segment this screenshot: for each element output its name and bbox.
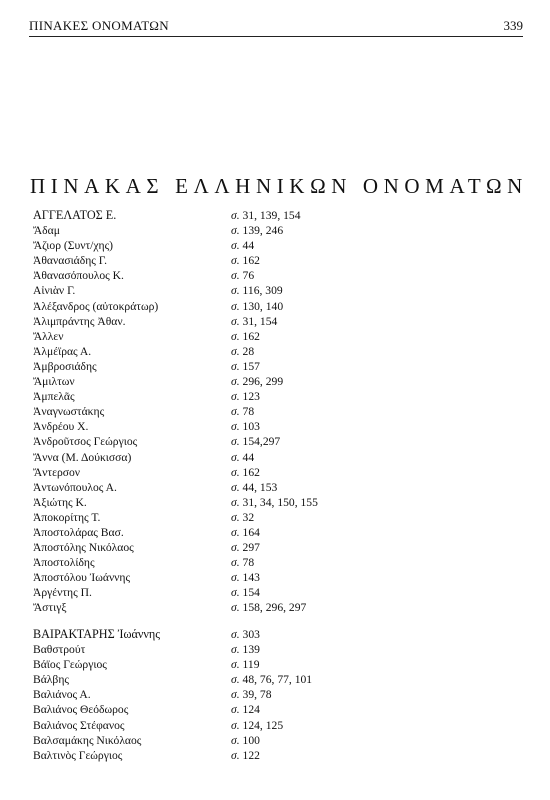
entry-pages [231, 733, 260, 748]
index-entry [0, 555, 550, 570]
entry-pages [231, 419, 260, 434]
entry-name: Βαλτινὸς Γεώργιος [33, 748, 123, 762]
page-numbers: 143 [242, 571, 260, 585]
page-numbers: 158, 296, 297 [242, 601, 307, 615]
index-entry [0, 299, 550, 314]
index-entry [0, 314, 550, 329]
entry-name: Βαλιάνος Θεόδωρος [33, 703, 129, 717]
page-abbreviation: σ. [231, 435, 240, 449]
page-numbers: 162 [242, 254, 260, 268]
index-entry [0, 525, 550, 540]
index-entry [0, 540, 550, 555]
entry-pages [231, 389, 260, 404]
entry-name: Βαλιάνος Στέφανος [33, 718, 125, 732]
entry-name: Ἀμπελᾶς [33, 390, 75, 404]
page-abbreviation: σ. [231, 703, 240, 717]
entry-pages [231, 672, 312, 687]
entry-name: Ἀποστολάρας Βασ. [33, 525, 124, 539]
page-abbreviation: σ. [231, 718, 240, 732]
entry-name: Βάϊος Γεώργιος [33, 658, 107, 672]
page-abbreviation: σ. [231, 314, 240, 328]
page-abbreviation: σ. [231, 733, 240, 747]
entry-name: Ἀντωνόπουλος Α. [33, 480, 117, 494]
page-abbreviation: σ. [231, 254, 240, 268]
page-abbreviation: σ. [231, 541, 240, 555]
page-numbers: 31, 34, 150, 155 [242, 495, 318, 509]
index-entry [0, 434, 550, 449]
entry-name: Ἀνδροῦτσος Γεώργιος [33, 435, 138, 449]
page-numbers: 154,297 [242, 435, 281, 449]
entry-name: Ἄμιλτων [33, 375, 75, 389]
entry-pages [231, 657, 260, 672]
page-abbreviation: σ. [231, 329, 240, 343]
index-section-b [0, 627, 550, 763]
page-abbreviation: σ. [231, 344, 240, 358]
page-numbers: 303 [242, 628, 260, 641]
entry-pages [231, 434, 280, 449]
page-abbreviation: σ. [231, 299, 240, 313]
entry-name: Ἀθανασόπουλος Κ. [33, 269, 124, 283]
entry-name: Ἀξιώτης Κ. [33, 495, 87, 509]
page-abbreviation: σ. [231, 586, 240, 600]
page-numbers: 139, 246 [242, 224, 284, 238]
entry-pages [231, 525, 260, 540]
entry-name: Ἄλλεν [33, 329, 64, 343]
index-entry [0, 344, 550, 359]
page-abbreviation: σ. [231, 673, 240, 687]
index-title: ΠΙΝΑΚΑΣ ΕΛΛΗΝΙΚΩΝ ΟΝΟΜΑΤΩΝ [30, 174, 528, 198]
page-numbers: 78 [242, 405, 255, 419]
page-numbers: 119 [242, 658, 260, 672]
entry-name: Ἀλμέϊρας Α. [33, 344, 92, 358]
page-numbers: 78 [242, 556, 255, 570]
entry-pages [231, 555, 254, 570]
page-abbreviation: σ. [231, 209, 240, 222]
entry-pages [231, 465, 260, 480]
entry-name: Αἰνιὰν Γ. [33, 284, 76, 298]
index-entry [0, 359, 550, 374]
entry-pages [231, 404, 254, 419]
page-abbreviation: σ. [231, 495, 240, 509]
page-abbreviation: σ. [231, 510, 240, 524]
page-abbreviation: σ. [231, 658, 240, 672]
entry-name: Ἀλιμπράντης Ἀθαν. [33, 314, 126, 328]
page-abbreviation: σ. [231, 556, 240, 570]
page-numbers: 31, 154 [242, 314, 278, 328]
page-abbreviation: σ. [231, 405, 240, 419]
page-numbers: 157 [242, 359, 260, 373]
entry-pages [231, 600, 306, 615]
page-abbreviation: σ. [231, 571, 240, 585]
index-entry [0, 733, 550, 748]
entry-pages [231, 540, 260, 555]
page-abbreviation: σ. [231, 601, 240, 615]
index-entry [0, 748, 550, 763]
index-entry [0, 702, 550, 717]
index-entry [0, 329, 550, 344]
index-entry [0, 465, 550, 480]
page-numbers: 124 [242, 703, 260, 717]
entry-name: Ἀναγνωστάκης [33, 405, 105, 419]
page-numbers: 39, 78 [242, 688, 272, 702]
page-abbreviation: σ. [231, 480, 240, 494]
page-abbreviation: σ. [231, 390, 240, 404]
entry-pages [231, 642, 260, 657]
page-numbers: 44 [242, 450, 255, 464]
index-entry [0, 283, 550, 298]
index-entry [0, 657, 550, 672]
page-abbreviation: σ. [231, 284, 240, 298]
entry-name: Ἀποστόλης Νικόλαος [33, 541, 134, 555]
page-abbreviation: σ. [231, 224, 240, 238]
entry-name: Βαλιάνος Α. [33, 688, 91, 702]
entry-name: Ἀποστολίδης [33, 556, 95, 570]
index-entry [0, 585, 550, 600]
index-entry [0, 510, 550, 525]
page-abbreviation: σ. [231, 628, 240, 641]
entry-name: Ἀθανασιάδης Γ. [33, 254, 107, 268]
page-numbers: 296, 299 [242, 375, 284, 389]
entry-name: Ἀποκορίτης Τ. [33, 510, 101, 524]
entry-pages [231, 374, 283, 389]
page-numbers: 116, 309 [242, 284, 283, 298]
entry-pages [231, 268, 254, 283]
page-abbreviation: σ. [231, 525, 240, 539]
index-entry [0, 687, 550, 702]
entry-pages [231, 208, 301, 223]
index-entry [0, 253, 550, 268]
index-entry [0, 374, 550, 389]
page-numbers: 162 [242, 329, 260, 343]
page-abbreviation: σ. [231, 420, 240, 434]
index-entry [0, 404, 550, 419]
entry-pages [231, 702, 260, 717]
entry-name: Βάλβης [33, 673, 69, 687]
index-entry [0, 495, 550, 510]
page-numbers: 76 [242, 269, 255, 283]
entry-name: Ἄστιγξ [33, 601, 67, 615]
page-numbers: 28 [242, 344, 255, 358]
entry-name: Ἀλέξανδρος (αὐτοκράτωρ) [33, 299, 159, 313]
entry-pages [231, 253, 260, 268]
entry-name: Ἀμβροσιάδης [33, 359, 97, 373]
page-abbreviation: σ. [231, 748, 240, 762]
page-numbers: 297 [242, 541, 260, 555]
entry-pages [231, 748, 260, 763]
entry-pages [231, 687, 272, 702]
entry-pages [231, 314, 277, 329]
index-entry [0, 223, 550, 238]
index-entry [0, 450, 550, 465]
index-entry [0, 480, 550, 495]
entry-pages [231, 718, 283, 733]
index-entry [0, 718, 550, 733]
page-numbers: 100 [242, 733, 260, 747]
page-numbers: 44 [242, 239, 255, 253]
index-entry [0, 268, 550, 283]
entry-pages [231, 344, 254, 359]
page-numbers: 32 [242, 510, 255, 524]
entry-pages [231, 359, 260, 374]
running-header [29, 14, 523, 37]
entry-pages [231, 450, 254, 465]
index-entry [0, 627, 550, 642]
page-numbers: 123 [242, 390, 260, 404]
index-entry [0, 389, 550, 404]
page-abbreviation: σ. [231, 450, 240, 464]
index-entry [0, 570, 550, 585]
entry-name: Ἄδαμ [33, 224, 60, 238]
entry-name: Βαλσαμάκης Νικόλαος [33, 733, 142, 747]
index-section-a [0, 208, 550, 616]
page-numbers: 103 [242, 420, 260, 434]
entry-pages [231, 570, 260, 585]
page-numbers: 162 [242, 465, 260, 479]
page-numbers: 139 [242, 643, 260, 657]
page-numbers: 124, 125 [242, 718, 284, 732]
page-abbreviation: σ. [231, 375, 240, 389]
index-entry [0, 642, 550, 657]
page-numbers: 130, 140 [242, 299, 284, 313]
page-number: 339 [503, 18, 523, 33]
entry-pages [231, 510, 254, 525]
entry-pages [231, 480, 277, 495]
page-numbers: 164 [242, 525, 260, 539]
entry-pages [231, 329, 260, 344]
page-numbers: 44, 153 [242, 480, 278, 494]
page-abbreviation: σ. [231, 688, 240, 702]
index-entry [0, 208, 550, 223]
page-abbreviation: σ. [231, 239, 240, 253]
index-entry [0, 238, 550, 253]
entry-name: Ἄννα (Μ. Δούκισσα) [33, 450, 132, 464]
entry-name: ΒΑΙΡΑΚΤΑΡΗΣ Ἰωάννης [33, 627, 161, 641]
entry-pages [231, 238, 254, 253]
page-abbreviation: σ. [231, 465, 240, 479]
entry-pages [231, 495, 318, 510]
running-title: ΠΙΝΑΚΕΣ ΟΝΟΜΑΤΩΝ [29, 18, 169, 33]
entry-name: Ἄζιορ (Συντ/χης) [33, 239, 114, 253]
entry-name: Ἄντερσον [33, 465, 81, 479]
index-entry [0, 419, 550, 434]
page-numbers: 48, 76, 77, 101 [242, 673, 313, 687]
entry-pages [231, 627, 260, 642]
page-numbers: 31, 139, 154 [242, 209, 301, 222]
entry-name: ΑΓΓΕΛΑΤΟΣ Ε. [33, 208, 117, 222]
entry-name: Ἀποστόλου Ἰωάννης [33, 571, 131, 585]
page-numbers: 154 [242, 586, 260, 600]
entry-name: Βαθστρούτ [33, 643, 86, 657]
entry-name: Ἀνδρέου Χ. [33, 420, 89, 434]
entry-pages [231, 585, 260, 600]
entry-pages [231, 283, 283, 298]
page-abbreviation: σ. [231, 269, 240, 283]
page-abbreviation: σ. [231, 643, 240, 657]
index-entry [0, 600, 550, 615]
entry-pages [231, 223, 283, 238]
index-entry [0, 672, 550, 687]
page-abbreviation: σ. [231, 359, 240, 373]
page-numbers: 122 [242, 748, 260, 762]
entry-pages [231, 299, 283, 314]
entry-name: Ἀργέντης Π. [33, 586, 92, 600]
